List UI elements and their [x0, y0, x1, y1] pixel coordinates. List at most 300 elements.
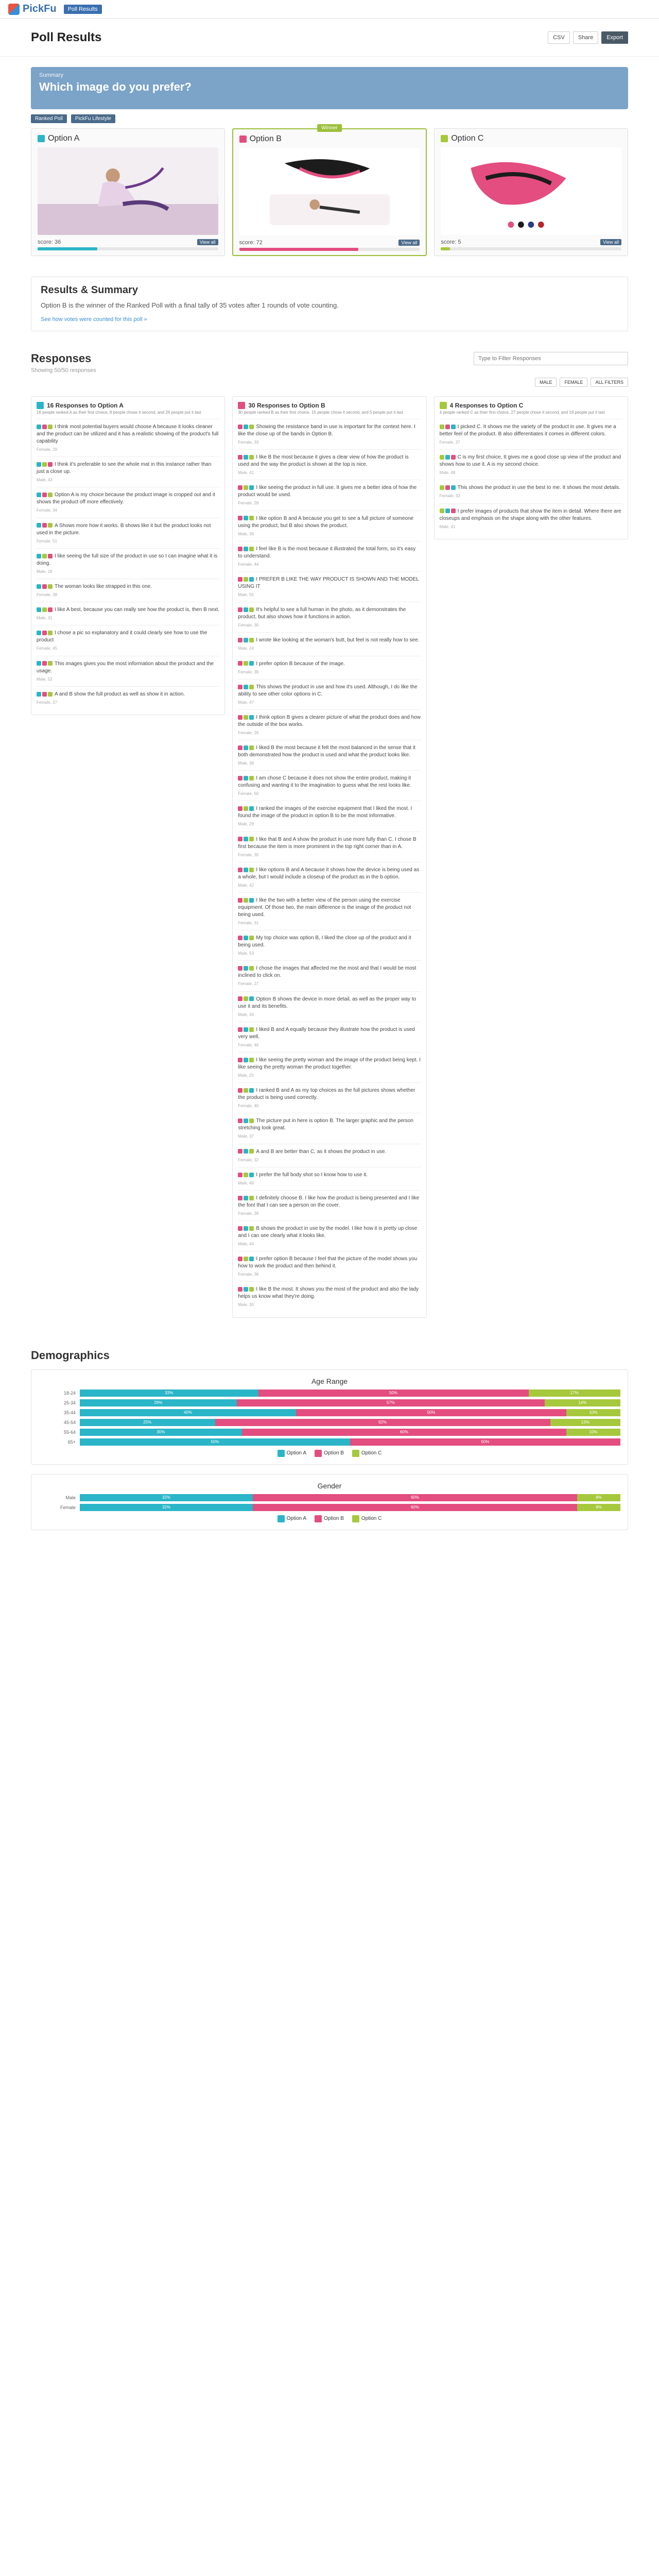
- chart-row: [39, 1429, 620, 1436]
- rank-order-icon: [238, 685, 254, 689]
- response-meta: Male, 26: [37, 569, 53, 574]
- stacked-bar: [80, 1389, 620, 1397]
- bar-segment-b[interactable]: 62%: [215, 1419, 550, 1426]
- response-item: [238, 632, 421, 655]
- response-text: I like that B and A show the product in use more fully than C. I chose B first because the item is more prominent in the top right corner than in A.: [238, 836, 417, 850]
- response-item: [37, 625, 219, 655]
- response-item: [238, 511, 421, 541]
- rank-order-icon: [238, 1173, 254, 1177]
- row-label: 65+: [67, 1439, 76, 1445]
- summary-text: Option B is the winner of the Ranked Poll with a final tally of 35 votes after 1 rounds of vote counting.: [41, 301, 339, 309]
- rank-order-icon: [37, 607, 53, 612]
- response-text: I liked B the most because it felt the most balanced in the sense that it both demonstrated how the product is used and what the product looks like.: [238, 745, 415, 758]
- response-item: [440, 449, 622, 480]
- rank-order-icon: [37, 493, 53, 497]
- legend-item: [352, 1515, 381, 1522]
- rank-order-icon: [238, 1058, 254, 1062]
- rank-order-icon: [37, 661, 53, 666]
- responses-header: [31, 352, 628, 374]
- option-c-label: Option C: [451, 134, 484, 143]
- response-text: My top choice was option B, I liked the close up of the product and it being used.: [238, 935, 411, 948]
- option-c-score: score: 5: [441, 239, 461, 245]
- response-text: I think it's preferable to see the whole mat in this instance rather than just a close up.: [37, 462, 212, 475]
- response-text: The picture put in here is option B. The larger graphic and the person stretching look great.: [238, 1118, 413, 1131]
- response-meta: Female, 34: [37, 508, 58, 513]
- response-text: It's helpful to see a full human in the photo, as it demonstrates the product, but also shows how it functions in action.: [238, 607, 406, 620]
- rank-order-icon: [238, 516, 254, 520]
- rank-order-icon: [238, 547, 254, 551]
- bar-segment-b[interactable]: 50%: [258, 1389, 529, 1397]
- rank-order-icon: [440, 455, 456, 460]
- row-label: Female: [60, 1504, 76, 1510]
- rank-order-icon: [238, 745, 254, 750]
- bar-segment-c[interactable]: 8%: [577, 1504, 620, 1511]
- vote-count-link[interactable]: See how votes were counted for this poll »: [41, 316, 147, 323]
- response-text: This shows the product in use and how it's used. Although, I do like the ability to see other color options in C.: [238, 684, 418, 697]
- response-meta: Female, 29: [37, 447, 58, 452]
- response-meta: Female, 38: [37, 592, 58, 597]
- bar-segment-c[interactable]: 14%: [545, 1399, 620, 1406]
- response-text: Option A is my choice because the product image is cropped out and it shows the product off more effectively.: [37, 492, 215, 505]
- rank-order-icon: [238, 868, 254, 872]
- response-meta: Female, 36: [238, 1272, 259, 1277]
- response-item: [238, 656, 421, 679]
- response-text: A and B are better than C, as it shows the product in use.: [256, 1148, 387, 1155]
- rank-order-icon: [238, 1196, 254, 1200]
- bar-segment-c[interactable]: 10%: [566, 1429, 620, 1436]
- response-item: [238, 801, 421, 831]
- response-text: I prefer the full body shot so I know how to use it.: [256, 1172, 368, 1178]
- rank-order-icon: [37, 425, 53, 429]
- stacked-bar: [80, 1438, 620, 1446]
- filter-buttons: [31, 378, 628, 387]
- bar-segment-b[interactable]: 60%: [242, 1429, 566, 1436]
- bar-segment-a[interactable]: 29%: [80, 1399, 237, 1406]
- response-text: C is my first choice, It gives me a good close up view of the product and shows how to use it. A is my second choice.: [439, 454, 621, 468]
- option-color-icon: [440, 402, 447, 409]
- legend-color-icon: [315, 1515, 322, 1522]
- legend-color-icon: [278, 1450, 285, 1457]
- response-item: [238, 419, 421, 449]
- export-button[interactable]: Export: [601, 31, 628, 44]
- bar-segment-a[interactable]: 32%: [80, 1494, 253, 1501]
- response-meta: Male, 53: [238, 951, 254, 956]
- nav-tag[interactable]: Poll Results: [64, 5, 102, 14]
- response-item: [238, 1022, 421, 1052]
- response-item: [37, 548, 219, 579]
- response-item: [238, 1281, 421, 1312]
- legend-item: [278, 1450, 306, 1457]
- response-item: [238, 1221, 421, 1251]
- stacked-bar: [80, 1419, 620, 1426]
- poll-chips: [31, 114, 628, 123]
- option-c-image[interactable]: [441, 147, 621, 235]
- response-meta: Female, 31: [238, 921, 259, 925]
- response-meta: Male, 38: [238, 761, 254, 766]
- response-item: [238, 832, 421, 862]
- response-meta: Male, 42: [238, 883, 254, 888]
- legend-label: Option C: [361, 1450, 382, 1456]
- response-item: [440, 480, 622, 503]
- bar-segment-b[interactable]: 60%: [253, 1494, 577, 1501]
- chart-row: [39, 1494, 620, 1501]
- response-text: I think option B gives a clearer picture of what the product does and how the outside of the box works.: [238, 714, 421, 727]
- top-nav: [0, 0, 659, 19]
- chart-legend: [39, 1450, 620, 1457]
- rank-order-icon: [37, 584, 53, 589]
- response-item: [238, 1052, 421, 1082]
- response-meta: Male, 37: [238, 1134, 254, 1139]
- response-item: [440, 419, 622, 449]
- response-meta: Female, 27: [238, 981, 259, 987]
- response-text: I am chose C because it does not show the entire product, making it confusing and wanting it to the imagination to guess what the rest looks like.: [238, 775, 411, 789]
- response-item: [238, 862, 421, 892]
- response-text: I chose a pic so explanatory and it could clearly see how to use the product: [37, 630, 207, 643]
- response-meta: Female, 30: [238, 623, 259, 628]
- response-item: [37, 686, 219, 709]
- responses-title: Responses: [31, 352, 92, 365]
- rank-order-icon: [238, 1257, 254, 1261]
- bar-segment-c[interactable]: 13%: [550, 1419, 621, 1426]
- response-text: I prefer images of products that show the item in detail. Where there are closeups and emphasis on the shape along with the other features.: [439, 508, 621, 521]
- option-c-score-bar: [441, 247, 621, 250]
- legend-label: Option A: [286, 1516, 306, 1522]
- response-text: I definitely choose B. I like how the product is being presented and I like the font that I can see a person on the cover.: [238, 1195, 420, 1208]
- response-meta: Male, 29: [238, 822, 254, 827]
- rank-order-icon: [238, 715, 254, 720]
- response-item: [238, 1190, 421, 1221]
- results-summary: [31, 277, 628, 331]
- rank-order-icon: [238, 1149, 254, 1154]
- rank-order-icon: [238, 485, 254, 490]
- rank-order-icon: [37, 554, 53, 558]
- legend-item: [315, 1515, 344, 1522]
- stacked-bar: [80, 1504, 620, 1511]
- response-columns: [31, 396, 628, 1318]
- response-item: [37, 419, 219, 456]
- legend-label: Option A: [286, 1450, 306, 1456]
- response-meta: Female, 45: [37, 646, 58, 651]
- option-color-icon: [37, 402, 44, 409]
- bar-segment-c[interactable]: 17%: [529, 1389, 621, 1397]
- response-text: I liked B and A equally because they illustrate how the product is used very well.: [238, 1026, 415, 1040]
- response-text: I like B the most because it gives a clear view of how the product is used and the way the product is shown at the top is nice.: [238, 454, 409, 468]
- option-card-c[interactable]: [434, 128, 628, 256]
- response-item: [238, 1251, 421, 1281]
- rank-order-icon: [37, 692, 53, 697]
- chart-legend: [39, 1515, 620, 1522]
- bar-segment-c[interactable]: 10%: [566, 1409, 620, 1416]
- response-text: Showing the resistance band in use is important for the context here. I like the close up of the bands in Option B.: [238, 424, 415, 437]
- rank-order-icon: [238, 1287, 254, 1292]
- response-text: I PREFER B LIKE THE WAY PRODUCT IS SHOWN AND THE MODEL USING IT: [238, 576, 419, 589]
- response-item: [37, 602, 219, 625]
- response-text: I wrote like looking at the woman's butt, but feel is not really how to see.: [256, 637, 420, 643]
- option-card-a[interactable]: [31, 128, 225, 256]
- response-item: [238, 740, 421, 770]
- response-text: B shows the product in use by the model. I like how it is pretty up close and I can see clearly what it looks like.: [238, 1226, 418, 1239]
- rank-order-icon: [238, 898, 254, 903]
- bar-segment-a[interactable]: 32%: [80, 1504, 253, 1511]
- legend-label: Option B: [323, 1450, 344, 1456]
- summary-title: Results & Summary: [41, 284, 138, 296]
- response-text: I prefer option B because I feel that the picture of the model shows you how to work the product and then behind it.: [238, 1256, 418, 1269]
- responses-column-a: [31, 396, 225, 715]
- response-item: [238, 571, 421, 602]
- response-text: A Shows more how it works. B shows like it but the product looks not used in the picture.: [37, 522, 211, 536]
- legend-color-icon: [352, 1515, 359, 1522]
- response-item: [238, 1113, 421, 1143]
- response-item: [238, 709, 421, 740]
- response-meta: Male, 49: [238, 1180, 254, 1185]
- option-c-view-button[interactable]: View all: [600, 239, 621, 245]
- response-meta: Male, 31: [37, 616, 53, 621]
- stacked-bar: [80, 1399, 620, 1406]
- bar-segment-c[interactable]: 8%: [577, 1494, 620, 1501]
- response-item: [238, 1167, 421, 1190]
- legend-label: Option B: [323, 1516, 344, 1522]
- response-meta: Female, 33: [439, 494, 460, 499]
- response-item: [238, 892, 421, 930]
- rank-order-icon: [440, 425, 456, 429]
- response-meta: Female, 27: [37, 700, 58, 705]
- rank-order-icon: [37, 523, 53, 528]
- share-button[interactable]: Share: [573, 31, 598, 44]
- legend-color-icon: [352, 1450, 359, 1457]
- option-b-view-button[interactable]: View all: [398, 240, 420, 246]
- logo-text: PickFu: [23, 3, 57, 14]
- rank-order-icon: [238, 806, 254, 811]
- response-item: [238, 541, 421, 571]
- column-title: [440, 402, 622, 409]
- response-item: [238, 770, 421, 801]
- rank-order-icon: [238, 1118, 254, 1123]
- response-item: [238, 1144, 421, 1167]
- response-item: [37, 456, 219, 487]
- rank-order-icon: [238, 1027, 254, 1032]
- response-item: [238, 480, 421, 510]
- chip-audience: PickFu Lifestyle: [71, 114, 115, 123]
- response-text: I like A best, because you can really see how the product is, then B next.: [55, 607, 220, 613]
- bar-segment-a[interactable]: 25%: [80, 1419, 215, 1426]
- stacked-bar: [80, 1494, 620, 1501]
- response-filter-input[interactable]: [474, 352, 628, 365]
- response-item: [37, 518, 219, 548]
- row-label: 35-44: [63, 1410, 76, 1415]
- response-text: I ranked B and A as my top choices as the full pictures shows whether the product is being used correctly.: [238, 1088, 415, 1101]
- bar-segment-a[interactable]: 30%: [80, 1429, 242, 1436]
- response-text: I like the two with a better view of the person using the exercise equipment. Of those two, the main difference is the image of the product not being used.: [238, 897, 411, 918]
- rank-order-icon: [37, 631, 53, 635]
- response-meta: Male, 25: [238, 1073, 254, 1078]
- column-title-text: 16 Responses to Option A: [47, 402, 124, 409]
- option-color-icon: [238, 402, 245, 409]
- response-item: [238, 991, 421, 1022]
- option-a-view-button[interactable]: View all: [197, 239, 218, 245]
- response-meta: Female, 44: [238, 562, 259, 567]
- response-text: I like B the most. It shows you the most of the product and also the lady helps us know what they're doing.: [238, 1286, 419, 1300]
- response-meta: Female, 51: [37, 538, 58, 544]
- row-label: 55-64: [63, 1429, 76, 1435]
- response-meta: Male, 34: [238, 1012, 254, 1017]
- option-b-image[interactable]: [239, 148, 420, 235]
- response-meta: Female, 40: [238, 1104, 259, 1109]
- page-title: Poll Results: [31, 30, 102, 44]
- response-meta: Male, 41: [439, 524, 456, 529]
- row-label: Male: [65, 1495, 76, 1500]
- column-title-text: 30 Responses to Option B: [248, 402, 325, 409]
- chart-row: [39, 1504, 620, 1511]
- csv-button[interactable]: CSV: [548, 31, 570, 44]
- response-item: [238, 960, 421, 991]
- response-text: I picked C. It shows me the variety of the product in use. It gives me a better feel of the product. B also differentiates it comes in different colors.: [439, 424, 616, 437]
- response-item: [440, 503, 622, 534]
- logo-icon: [8, 4, 20, 15]
- response-meta: Male, 47: [238, 700, 254, 705]
- response-meta: Female, 50: [238, 791, 259, 796]
- question-banner: [31, 67, 628, 109]
- response-text: I chose the images that affected me the most and that I would be most inclined to click on.: [238, 965, 417, 979]
- row-label: 18-24: [63, 1390, 76, 1396]
- rank-order-icon: [238, 936, 254, 940]
- responses-column-b: [232, 396, 426, 1318]
- rank-order-icon: [238, 776, 254, 781]
- response-item: [238, 602, 421, 632]
- logo[interactable]: [8, 3, 57, 15]
- poll-question: Which image do you prefer?: [39, 80, 192, 93]
- filter-male-button[interactable]: MALE: [535, 378, 557, 387]
- option-a-label: Option A: [48, 134, 80, 143]
- rank-order-icon: [238, 638, 254, 642]
- bar-segment-b[interactable]: 50%: [296, 1409, 566, 1416]
- chart-row: [39, 1389, 620, 1397]
- response-text: I like option B and A because you get to see a full picture of someone using the product, but B also shows the product.: [238, 515, 414, 529]
- response-meta: Female, 26: [238, 730, 259, 735]
- response-item: [238, 449, 421, 480]
- response-meta: Male, 44: [238, 1242, 254, 1247]
- chart-title: Gender: [317, 1481, 342, 1490]
- banner-label: Summary: [39, 72, 64, 78]
- response-meta: Female, 39: [238, 669, 259, 674]
- rank-order-icon: [238, 577, 254, 582]
- response-text: This images gives you the most information about the product and the usage.: [37, 660, 214, 674]
- response-meta: Female, 28: [238, 1211, 259, 1216]
- legend-label: Option C: [361, 1516, 382, 1522]
- bar-segment-b[interactable]: 50%: [350, 1438, 620, 1446]
- rank-order-icon: [440, 509, 456, 513]
- row-label: 25-34: [63, 1400, 76, 1405]
- response-item: [238, 930, 421, 960]
- option-cards: [31, 125, 628, 256]
- response-text: I feel like B is the most because it illustrated the total form, so it's easy to understand.: [238, 546, 416, 559]
- response-meta: Female, 33: [238, 440, 259, 445]
- option-b-color-icon: [239, 135, 247, 143]
- option-b-score: score: 72: [239, 240, 263, 246]
- rank-order-icon: [238, 966, 254, 971]
- response-meta: Male, 36: [238, 531, 254, 536]
- legend-item: [352, 1450, 381, 1457]
- page-header: [0, 19, 659, 57]
- demographics-title: Demographics: [31, 1348, 110, 1362]
- filter-all-button[interactable]: ALL FILTERS: [591, 378, 628, 387]
- response-item: [37, 579, 219, 602]
- response-meta: Female, 28: [238, 501, 259, 506]
- chip-poll-type: Ranked Poll: [31, 114, 67, 123]
- option-a-color-icon: [38, 135, 45, 142]
- response-text: I prefer option B because of the image.: [256, 660, 345, 667]
- response-meta: Male, 30: [238, 1302, 254, 1308]
- responses-count: Showing 50/50 responses: [31, 367, 96, 374]
- option-card-b[interactable]: [232, 125, 427, 256]
- response-text: I ranked the images of the exercise equipment that I liked the most. I found the image of the product in option B to be the most informative.: [238, 806, 412, 819]
- response-meta: Male, 24: [238, 646, 254, 651]
- rank-order-icon: [238, 1226, 254, 1231]
- bar-segment-a[interactable]: 50%: [80, 1438, 350, 1446]
- column-subtitle: 30 people ranked B as their first choice, 15 people chose it second, and 5 people put it last: [238, 410, 403, 415]
- stacked-bar: [80, 1409, 620, 1416]
- legend-item: [315, 1450, 344, 1457]
- rank-order-icon: [440, 485, 456, 490]
- rank-order-icon: [238, 837, 254, 841]
- column-subtitle: 16 people ranked A as their first choice, 8 people chose it second, and 26 people put it last: [37, 410, 201, 415]
- filter-female-button[interactable]: FEMALE: [560, 378, 587, 387]
- response-text: A and B show the full product as well as show it in action.: [55, 691, 185, 697]
- legend-color-icon: [315, 1450, 322, 1457]
- bar-segment-b[interactable]: 57%: [237, 1399, 545, 1406]
- chart-row: [39, 1399, 620, 1406]
- rank-order-icon: [238, 607, 254, 612]
- response-item: [238, 679, 421, 709]
- response-meta: Female, 35: [238, 852, 259, 857]
- response-meta: Male, 41: [238, 470, 254, 476]
- rank-order-icon: [238, 425, 254, 429]
- rank-order-icon: [238, 455, 254, 460]
- legend-color-icon: [278, 1515, 285, 1522]
- winner-badge: Winner: [317, 124, 342, 132]
- response-item: [37, 656, 219, 686]
- response-meta: Male, 43: [37, 478, 53, 483]
- responses-column-c: [434, 396, 628, 539]
- response-text: I like seeing the full size of the product in use so I can imagine what it is doing.: [37, 553, 218, 566]
- response-meta: Female, 32: [238, 1157, 259, 1162]
- response-text: The woman looks like strapped in this one.: [55, 583, 152, 589]
- demographics-charts: [31, 1369, 628, 1530]
- response-text: Option B shows the device in more detail, as well as the proper way to use it and its benefits.: [238, 996, 417, 1009]
- bar-segment-a[interactable]: 40%: [80, 1409, 296, 1416]
- response-text: I like seeing the pretty woman and the image of the product being kept. I like seeing the pretty woman the product together.: [238, 1057, 421, 1070]
- response-meta: Male, 55: [238, 592, 254, 597]
- option-b-score-bar: [239, 248, 420, 251]
- demographics-section: [31, 1349, 628, 1530]
- rank-order-icon: [37, 462, 53, 467]
- column-title-text: 4 Responses to Option C: [449, 402, 524, 409]
- bar-segment-b[interactable]: 60%: [253, 1504, 577, 1511]
- demographic-chart: [31, 1369, 628, 1465]
- response-text: This shows the product in use the best to me. It shows the most details.: [457, 485, 620, 491]
- chart-row: [39, 1419, 620, 1426]
- response-meta: Female, 37: [439, 440, 460, 445]
- option-c-color-icon: [441, 135, 448, 142]
- option-a-image[interactable]: [38, 147, 218, 235]
- rank-order-icon: [238, 996, 254, 1001]
- column-title: [37, 402, 219, 409]
- column-title: [238, 402, 421, 409]
- response-text: I like options B and A because it shows how the device is being used as a whole, but I would include a closeup of the product as in the b option.: [238, 867, 420, 880]
- chart-row: [39, 1438, 620, 1446]
- bar-segment-a[interactable]: 33%: [80, 1389, 258, 1397]
- column-subtitle: 4 people ranked C as their first choice, 27 people chose it second, and 19 people put it last: [439, 410, 605, 415]
- legend-item: [278, 1515, 306, 1522]
